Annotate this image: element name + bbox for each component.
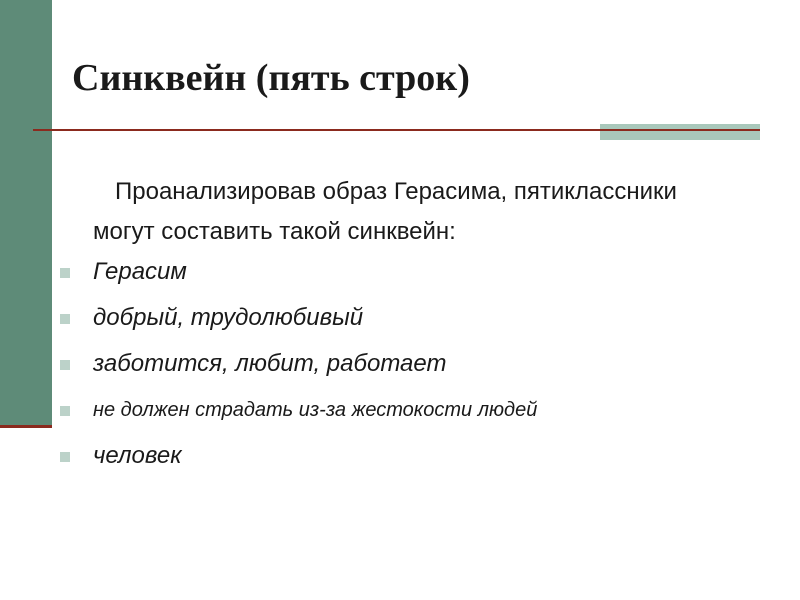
square-bullet-icon <box>60 268 70 278</box>
square-bullet-icon <box>60 314 70 324</box>
list-item-text: добрый, трудолюбивый <box>93 304 364 331</box>
cinquain-list <box>60 258 760 470</box>
square-bullet-icon <box>60 406 70 416</box>
square-bullet-icon <box>60 360 70 370</box>
list-item-text: Герасим <box>93 258 187 285</box>
slide-title: Синквейн (пять строк) <box>72 57 470 99</box>
list-item <box>60 396 760 424</box>
list-item <box>60 350 760 378</box>
list-item <box>60 258 760 286</box>
list-item-text: заботится, любит, работает <box>93 350 447 377</box>
side-decoration-line <box>0 425 52 428</box>
intro-paragraph: Проанализировав образ Герасима, пятиклассники могут составить такой синквейн: <box>93 178 677 245</box>
slide-content <box>60 172 760 488</box>
list-item-text: человек <box>93 442 182 469</box>
square-bullet-icon <box>60 452 70 462</box>
list-item <box>60 442 760 470</box>
side-decoration-bar <box>0 0 52 428</box>
title-accent-line <box>600 129 760 131</box>
list-item-text: не должен страдать из-за жестокости людей <box>93 399 538 421</box>
list-item <box>60 304 760 332</box>
title-accent-block <box>600 124 760 140</box>
